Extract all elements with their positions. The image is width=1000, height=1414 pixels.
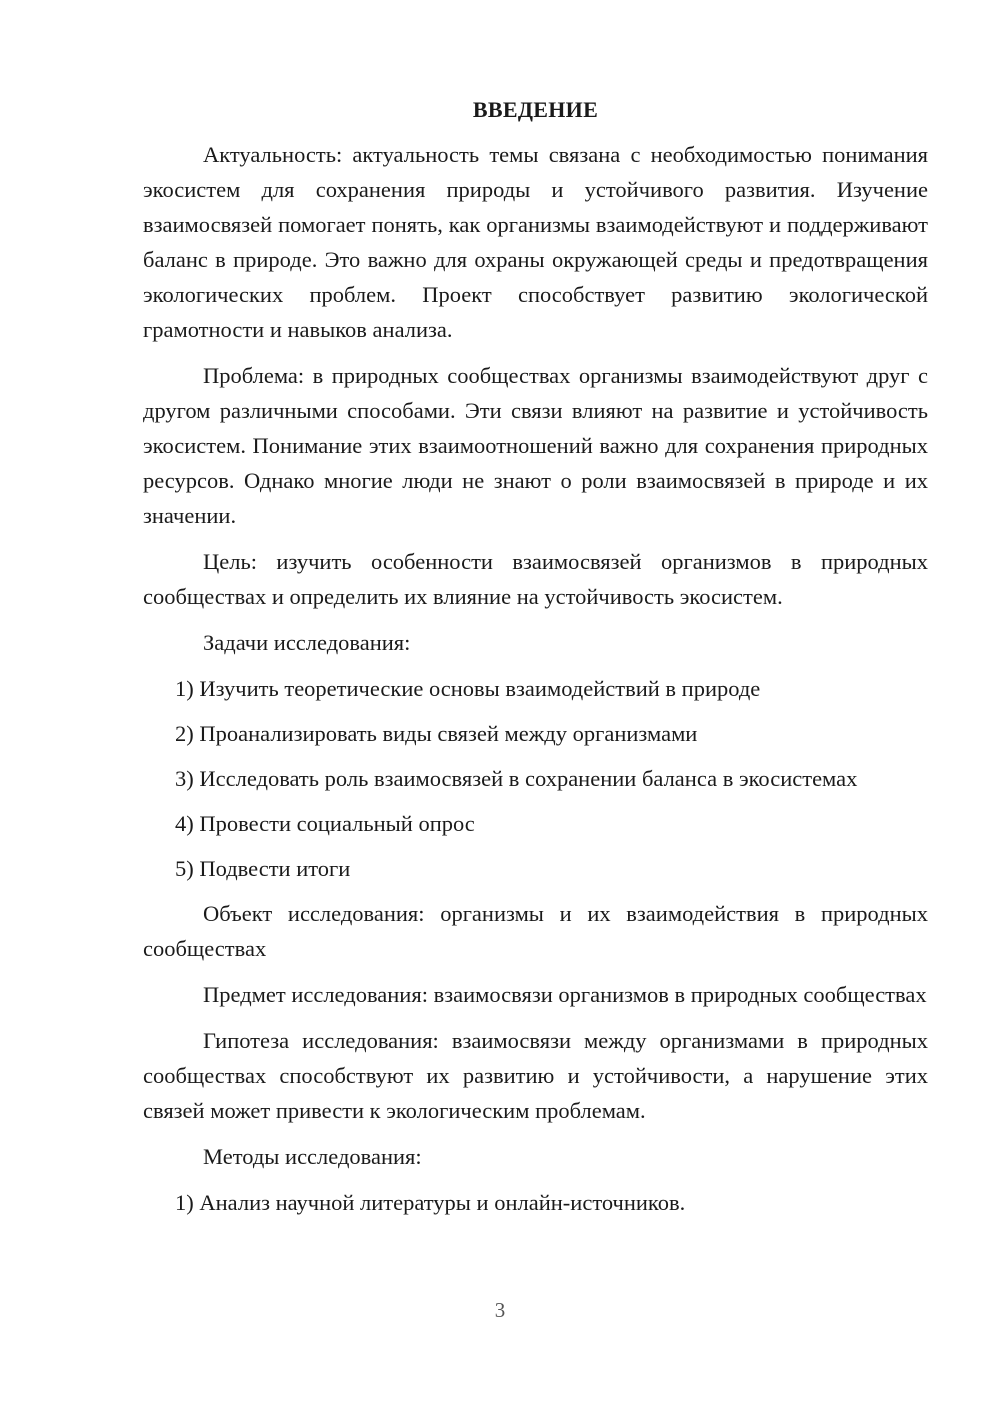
document-page [143,95,928,1230]
page-number: 3 [494,1298,506,1322]
tasks-heading: Задачи исследования: [203,630,411,655]
task-item-2: 2) Проанализировать виды связей между организмами [175,721,698,746]
method-item-1: 1) Анализ научной литературы и онлайн-источников. [175,1190,686,1215]
paragraph-hypothesis: Гипотеза исследования: взаимосвязи между организмами в природных сообществах способствуют их развитию и устойчивости, а нарушение этих связей может привести к экологическим проблемам. [143,1028,928,1123]
paragraph-problem: Проблема: в природных сообществах организмы взаимодействуют друг с другом различными способами. Эти связи влияют на развитие и устойчивость экосистем. Понимание этих взаимоотношений важно для сохранения природных ресурсов. Однако многие люди не знают о роли взаимосвязей в природе и их значении. [143,363,928,528]
section-title: ВВЕДЕНИЕ [472,97,599,122]
task-item-5: 5) Подвести итоги [175,856,351,881]
paragraph-object: Объект исследования: организмы и их взаимодействия в природных сообществах [143,901,928,961]
task-item-3: 3) Исследовать роль взаимосвязей в сохранении баланса в экосистемах [175,766,858,791]
paragraph-subject: Предмет исследования: взаимосвязи организмов в природных сообществах [203,982,927,1007]
methods-heading: Методы исследования: [203,1144,422,1169]
paragraph-relevance: Актуальность: актуальность темы связана с необходимостью понимания экосистем для сохранения природы и устойчивого развития. Изучение взаимосвязей помогает понять, как организмы взаимодействуют и поддерживают баланс в природе. Это важно для охраны окружающей среды и предотвращения экологических проблем. Проект способствует развитию экологической грамотности и навыков анализа. [143,142,928,342]
paragraph-goal: Цель: изучить особенности взаимосвязей организмов в природных сообществах и определить их влияние на устойчивость экосистем. [143,549,928,609]
task-item-1: 1) Изучить теоретические основы взаимодействий в природе [175,676,761,701]
task-item-4: 4) Провести социальный опрос [175,811,475,836]
